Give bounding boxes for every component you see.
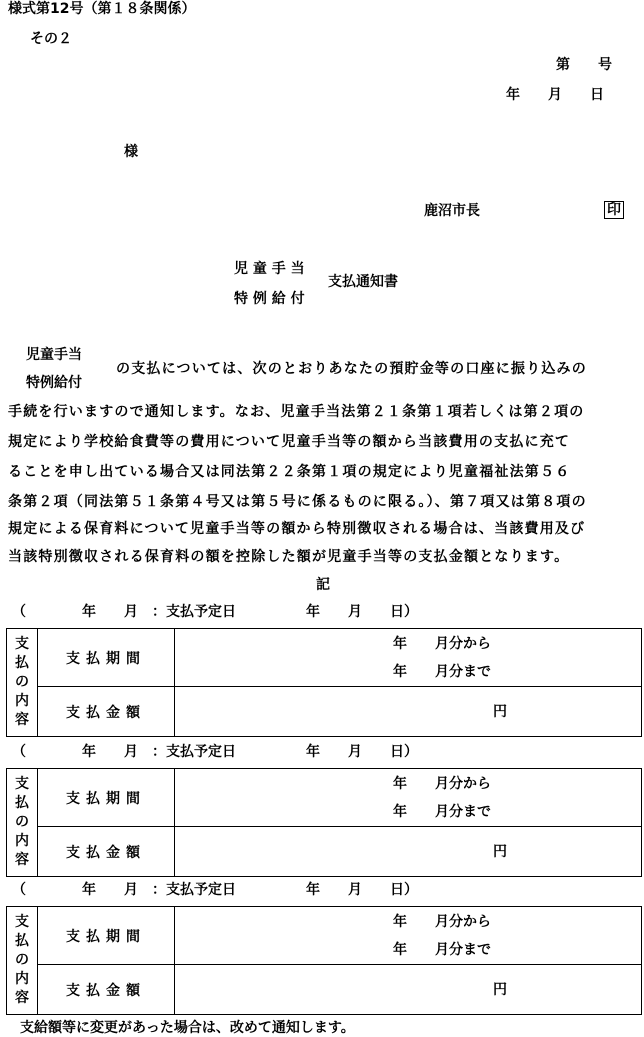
period-from: 年 月分から	[393, 776, 491, 792]
payment-section-label: 支 払 の 内 容	[7, 769, 38, 877]
period-to: 年 月分まで	[393, 942, 491, 958]
payment-amount-label: 支払金額	[38, 965, 175, 1015]
body-line-1: の支払については、次のとおりあなたの預貯金等の口座に振り込みの	[116, 361, 587, 377]
amount-unit: 円	[493, 844, 507, 860]
payment-schedule: （ 年 月 ：支払予定日 年 月 日）	[12, 744, 418, 760]
period-to: 年 月分まで	[393, 804, 491, 820]
addressee-suffix: 様	[124, 144, 138, 160]
body-line-6: 規定による保育料について児童手当等の額から特別徴収される場合は、当該費用及び	[8, 521, 586, 537]
amount-unit: 円	[493, 982, 507, 998]
body-line-7: 当該特別徴収される保育料の額を控除した額が児童手当等の支払金額となります。	[8, 549, 570, 565]
payment-schedule: （ 年 月 ：支払予定日 年 月 日）	[12, 604, 418, 620]
payment-schedule: （ 年 月 ：支払予定日 年 月 日）	[12, 882, 418, 898]
footer-note: 支給額等に変更があった場合は、改めて通知します。	[20, 1020, 355, 1036]
body-line-5: 条第２項（同法第５１条第４号又は第５号に係るものに限る。）、第７項又は第８項の	[8, 494, 587, 510]
period-to: 年 月分まで	[393, 664, 491, 680]
payment-amount-value	[175, 687, 642, 737]
period-from: 年 月分から	[393, 636, 491, 652]
payment-table	[6, 768, 642, 877]
payment-section-label: 支 払 の 内 容	[7, 907, 38, 1015]
period-from: 年 月分から	[393, 914, 491, 930]
title-option-1: 児 童 手 当	[234, 261, 305, 277]
payment-table	[6, 906, 642, 1015]
payment-period-label: 支払期間	[38, 629, 175, 687]
issue-date-label: 年 月 日	[506, 87, 604, 103]
body-line-4: ることを申し出ている場合又は同法第２２条第１項の規定により児童福祉法第５６	[8, 464, 571, 480]
issuer-name: 鹿沼市長	[424, 203, 480, 219]
payment-amount-value	[175, 965, 642, 1015]
form-number: 様式第12号（第１８条関係）	[8, 1, 196, 17]
payment-table	[6, 628, 642, 737]
title-option-2: 特 例 給 付	[234, 291, 305, 307]
payment-amount-value	[175, 827, 642, 877]
payment-period-value	[175, 907, 642, 965]
payment-section-label: 支 払 の 内 容	[7, 629, 38, 737]
payment-period-label: 支払期間	[38, 907, 175, 965]
payment-amount-label: 支払金額	[38, 827, 175, 877]
body-option-2: 特例給付	[26, 375, 82, 391]
payment-period-value	[175, 629, 642, 687]
notice-heading: 記	[316, 577, 330, 593]
body-line-3: 規定により学校給食費等の費用について児童手当等の額から当該費用の支払に充て	[8, 434, 571, 450]
seal-mark: 印	[604, 201, 624, 219]
title-suffix: 支払通知書	[328, 274, 398, 290]
sub-number: その２	[30, 31, 72, 47]
body-line-2: 手続を行いますので通知します。なお、児童手当法第２１条第１項若しくは第２項の	[8, 404, 585, 420]
payment-period-label: 支払期間	[38, 769, 175, 827]
body-option-1: 児童手当	[26, 347, 82, 363]
payment-amount-label: 支払金額	[38, 687, 175, 737]
amount-unit: 円	[493, 704, 507, 720]
payment-period-value	[175, 769, 642, 827]
document-number-label: 第 号	[556, 57, 612, 73]
